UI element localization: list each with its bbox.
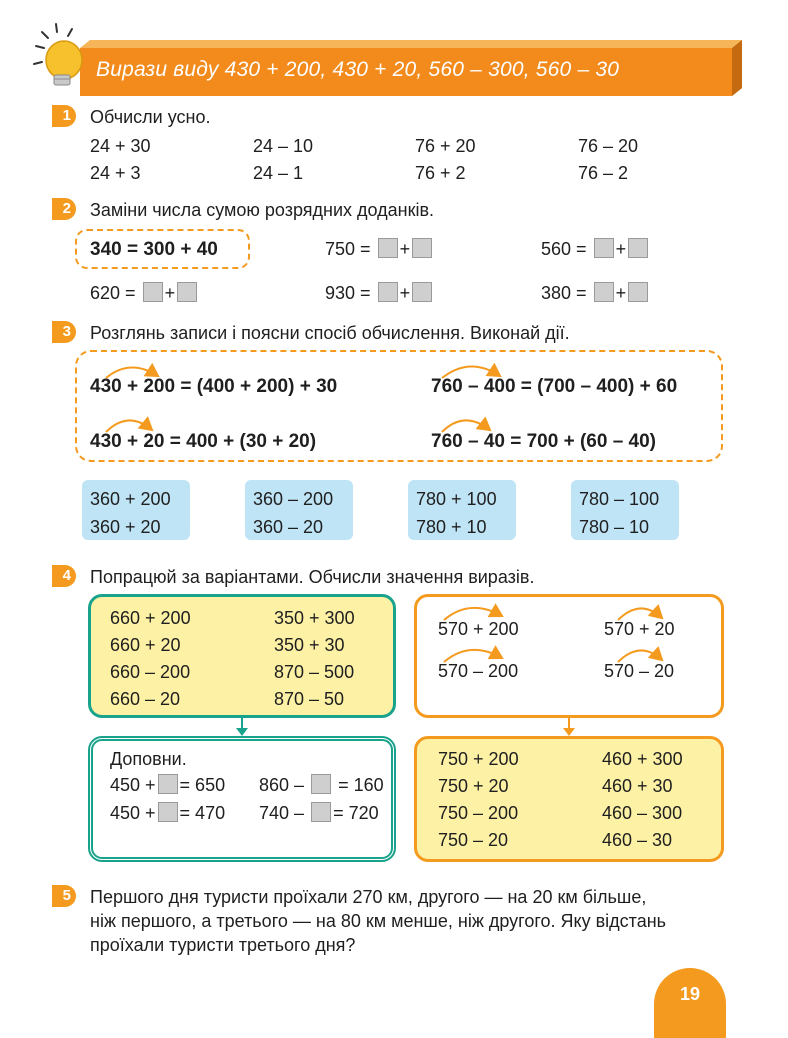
task5-line: Першого дня туристи проїхали 270 км, другого — на 20 км більше, xyxy=(90,887,647,907)
fill-eq xyxy=(259,802,379,824)
task-3-instruction: Розглянь записи і поясни спосіб обчислення. Виконай дії. xyxy=(90,323,570,343)
answer-box[interactable] xyxy=(628,282,648,302)
page-number: 19 xyxy=(679,984,701,1004)
exercise-item: 780 + 100 xyxy=(416,489,497,509)
fill-eq xyxy=(259,774,384,796)
task2-lhs: 380 = xyxy=(541,283,587,303)
task-5-number: 5 xyxy=(52,885,76,907)
eq-left: 740 – xyxy=(259,803,305,823)
eq-right: = 650 xyxy=(179,775,226,795)
exercise-item: 360 – 200 xyxy=(253,489,334,509)
task2-item xyxy=(541,238,650,260)
plus-sign: + xyxy=(164,283,176,303)
answer-box[interactable] xyxy=(412,282,432,302)
down-arrow-icon xyxy=(559,718,579,738)
task2-item xyxy=(325,282,434,304)
variant2b-item: 750 – 20 xyxy=(438,830,509,850)
variant2b-item: 460 + 30 xyxy=(602,776,673,796)
variant1-item: 870 – 50 xyxy=(274,689,345,709)
answer-box[interactable] xyxy=(143,282,163,302)
answer-box[interactable] xyxy=(311,802,331,822)
task5-line: ніж першого, а третього — на 80 км менше, ніж другого. Яку відстань xyxy=(90,911,667,931)
variant1-item: 660 – 200 xyxy=(110,662,191,682)
task-4-number: 4 xyxy=(52,565,76,587)
task-2-instruction: Заміни числа сумою розрядних доданків. xyxy=(90,200,435,220)
plus-sign: + xyxy=(399,239,411,259)
variant1-item: 350 + 30 xyxy=(274,635,345,655)
task3-example: 760 – 40 = 700 + (60 – 40) xyxy=(431,431,657,452)
plus-sign: + xyxy=(399,283,411,303)
answer-box[interactable] xyxy=(628,238,648,258)
variant2b-item: 750 + 20 xyxy=(438,776,509,796)
task3-example: 430 + 200 = (400 + 200) + 30 xyxy=(90,376,338,397)
task2-example: 340 = 300 + 40 xyxy=(90,239,218,260)
eq-right: = 160 xyxy=(338,775,384,795)
eq-right: = 470 xyxy=(179,803,226,823)
fill-eq xyxy=(110,802,225,824)
answer-box[interactable] xyxy=(378,238,398,258)
task1-item: 76 – 2 xyxy=(578,163,629,183)
page-title: Вирази виду 430 + 200, 430 + 20, 560 – 300, 560 – 30 xyxy=(96,58,620,81)
task2-item xyxy=(541,282,650,304)
task-3-number: 3 xyxy=(52,321,76,343)
variant1-item: 660 + 20 xyxy=(110,635,181,655)
eq-left: 860 – xyxy=(259,775,305,795)
task2-item xyxy=(325,238,434,260)
variant2-item: 570 – 20 xyxy=(604,661,675,681)
task1-item: 76 + 20 xyxy=(415,136,476,156)
answer-box[interactable] xyxy=(594,238,614,258)
arrows-layer xyxy=(414,594,724,718)
variant2b-item: 460 – 30 xyxy=(602,830,673,850)
variant1-item: 660 – 20 xyxy=(110,689,181,709)
task2-lhs: 750 = xyxy=(325,239,371,259)
exercise-item: 360 + 200 xyxy=(90,489,171,509)
task-1-instruction: Обчисли усно. xyxy=(90,107,211,127)
answer-box[interactable] xyxy=(177,282,197,302)
task2-lhs: 620 = xyxy=(90,283,136,303)
variant2-item: 570 + 20 xyxy=(604,619,675,639)
task-4-instruction: Попрацюй за варіантами. Обчисли значення виразів. xyxy=(90,567,535,587)
exercise-item: 780 – 100 xyxy=(579,489,660,509)
task1-item: 76 – 20 xyxy=(578,136,639,156)
banner-graphic xyxy=(0,0,788,110)
task2-lhs: 560 = xyxy=(541,239,587,259)
variant2-item: 570 + 200 xyxy=(438,619,519,639)
answer-box[interactable] xyxy=(594,282,614,302)
answer-box[interactable] xyxy=(378,282,398,302)
task5-line: проїхали туристи третього дня? xyxy=(90,935,356,955)
task1-item: 76 + 2 xyxy=(415,163,466,183)
task1-item: 24 – 1 xyxy=(253,163,304,183)
answer-box[interactable] xyxy=(158,802,178,822)
task-2-number: 2 xyxy=(52,198,76,220)
plus-sign: + xyxy=(615,239,627,259)
variant1-item: 870 – 500 xyxy=(274,662,355,682)
task3-example: 760 – 400 = (700 – 400) + 60 xyxy=(431,376,678,397)
variant1-item: 350 + 300 xyxy=(274,608,355,628)
task1-item: 24 + 30 xyxy=(90,136,151,156)
task-1-number: 1 xyxy=(52,105,76,127)
eq-left: 450 + xyxy=(110,803,156,823)
variant2b-item: 750 + 200 xyxy=(438,749,519,769)
task2-lhs: 930 = xyxy=(325,283,371,303)
plus-sign: + xyxy=(615,283,627,303)
exercise-item: 360 + 20 xyxy=(90,517,161,537)
task2-item xyxy=(90,282,199,304)
eq-right: = 720 xyxy=(333,803,379,823)
task1-item: 24 – 10 xyxy=(253,136,314,156)
variant1-item: 660 + 200 xyxy=(110,608,191,628)
variant2b-item: 750 – 200 xyxy=(438,803,519,823)
header-banner xyxy=(0,0,788,110)
answer-box[interactable] xyxy=(311,774,331,794)
variant2b-item: 460 + 300 xyxy=(602,749,683,769)
answer-box[interactable] xyxy=(158,774,178,794)
variant2b-item: 460 – 300 xyxy=(602,803,683,823)
down-arrow-icon xyxy=(232,718,252,738)
lightbulb-icon xyxy=(28,20,88,90)
exercise-item: 360 – 20 xyxy=(253,517,324,537)
fill-in-title: Доповни. xyxy=(110,749,187,769)
task3-example: 430 + 20 = 400 + (30 + 20) xyxy=(90,431,317,452)
exercise-item: 780 + 10 xyxy=(416,517,487,537)
answer-box[interactable] xyxy=(412,238,432,258)
variant2-item: 570 – 200 xyxy=(438,661,519,681)
task1-item: 24 + 3 xyxy=(90,163,141,183)
exercise-item: 780 – 10 xyxy=(579,517,650,537)
eq-left: 450 + xyxy=(110,775,156,795)
fill-eq xyxy=(110,774,225,796)
